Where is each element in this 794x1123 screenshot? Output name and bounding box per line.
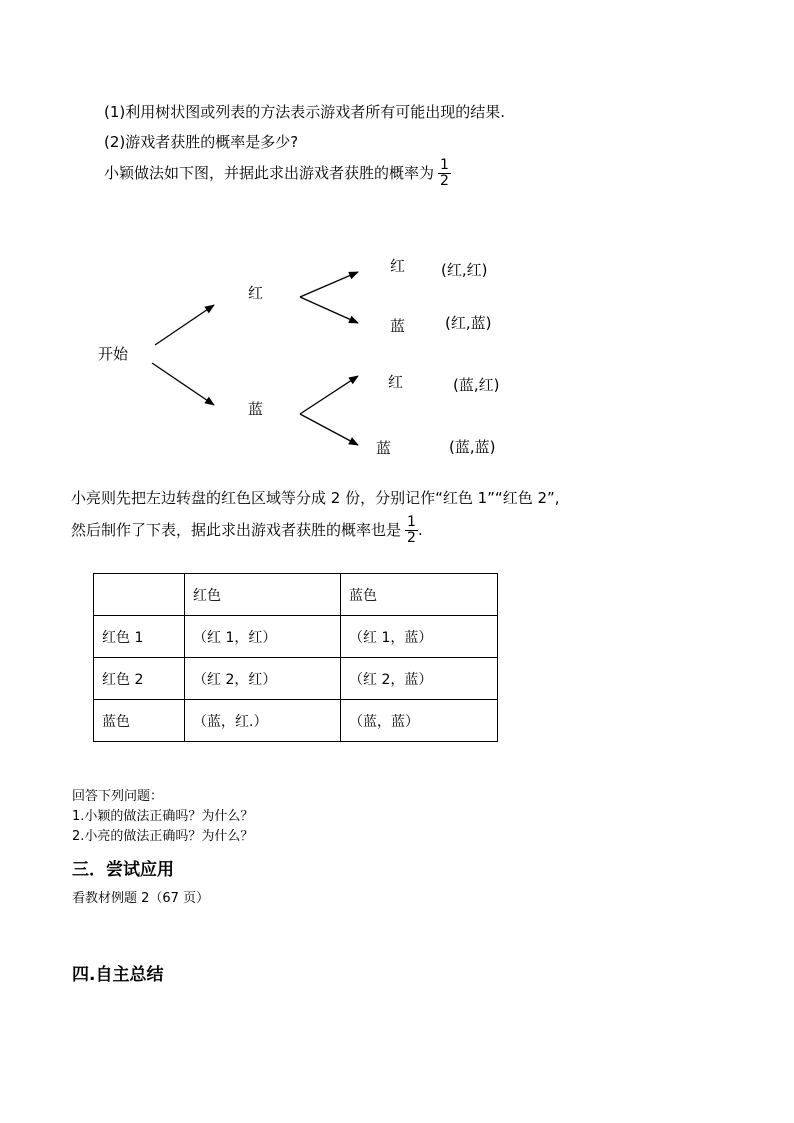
xiaoliang-line-1: 小亮则先把左边转盘的红色区域等分成 2 份，分别记作“红色 1”“红色 2”, [71,489,560,507]
tree-level2-red-blue: 蓝 [390,317,406,335]
section-4-title: 四.自主总结 [72,965,164,985]
tree-diagram [0,0,794,480]
section-3-text: 看教材例题 2（67 页） [72,891,210,906]
xiaoliang-fraction [405,515,418,546]
xiaoying-method-text: 小颖做法如下图，并据此求出游戏者获胜的概率为 [104,164,435,182]
xiaoliang-line-2-text: 然后制作了下表，据此求出游戏者获胜的概率也是 [71,521,402,539]
branch-red-to-blue [300,297,358,323]
tree-outcome-4: (蓝,蓝) [449,438,496,456]
table-cell: （红 1，蓝） [341,616,498,658]
table-row [94,658,498,700]
tree-level2-blue-blue: 蓝 [376,439,392,457]
branch-start-to-blue [152,363,214,405]
table-header-cell: 蓝色 [341,574,498,616]
tree-outcome-1: (红,红) [441,261,488,279]
table-header-cell: 红色 [185,574,341,616]
table-cell: 红色 1 [94,616,185,658]
xiaoliang-line-2 [71,515,423,546]
answer-question-2: 2.小亮的做法正确吗？为什么？ [72,829,254,844]
table-cell: 红色 2 [94,658,185,700]
table-header-cell [94,574,185,616]
table-cell: （蓝，蓝） [341,700,498,742]
table-cell: （红 2，蓝） [341,658,498,700]
table-cell: （红 2，红） [185,658,341,700]
answer-intro: 回答下列问题： [72,789,164,804]
table-header-row [94,574,498,616]
fraction-denominator: 2 [440,173,449,189]
table-cell: （蓝，红.） [185,700,341,742]
branch-blue-to-red [300,376,358,414]
question-1: (1)利用树状图或列表的方法表示游戏者所有可能出现的结果. [104,103,506,121]
tree-level2-red-red: 红 [390,257,406,275]
answer-question-1: 1.小颖的做法正确吗？为什么？ [72,809,254,824]
tree-level2-blue-red: 红 [388,373,404,391]
tree-outcome-3: (蓝,红) [453,376,500,394]
section-3-title: 三．尝试应用 [72,860,174,880]
tree-root-label: 开始 [98,345,129,363]
branch-start-to-red [155,305,214,345]
outcome-table [93,573,498,742]
question-2: (2)游戏者获胜的概率是多少? [104,133,299,151]
table-cell: 蓝色 [94,700,185,742]
table-cell: （红 1，红） [185,616,341,658]
xiaoliang-fraction-denominator: 2 [407,530,416,546]
fraction-numerator: 1 [440,157,449,173]
tree-outcome-2: (红,蓝) [445,314,492,332]
table-row [94,616,498,658]
xiaoliang-fraction-numerator: 1 [407,514,416,530]
branch-red-to-red [300,272,358,297]
table-row [94,700,498,742]
tree-level1-blue: 蓝 [248,400,264,418]
xiaoliang-line-2-end: . [417,521,423,539]
tree-level1-red: 红 [248,284,264,302]
branch-blue-to-blue [300,414,358,445]
